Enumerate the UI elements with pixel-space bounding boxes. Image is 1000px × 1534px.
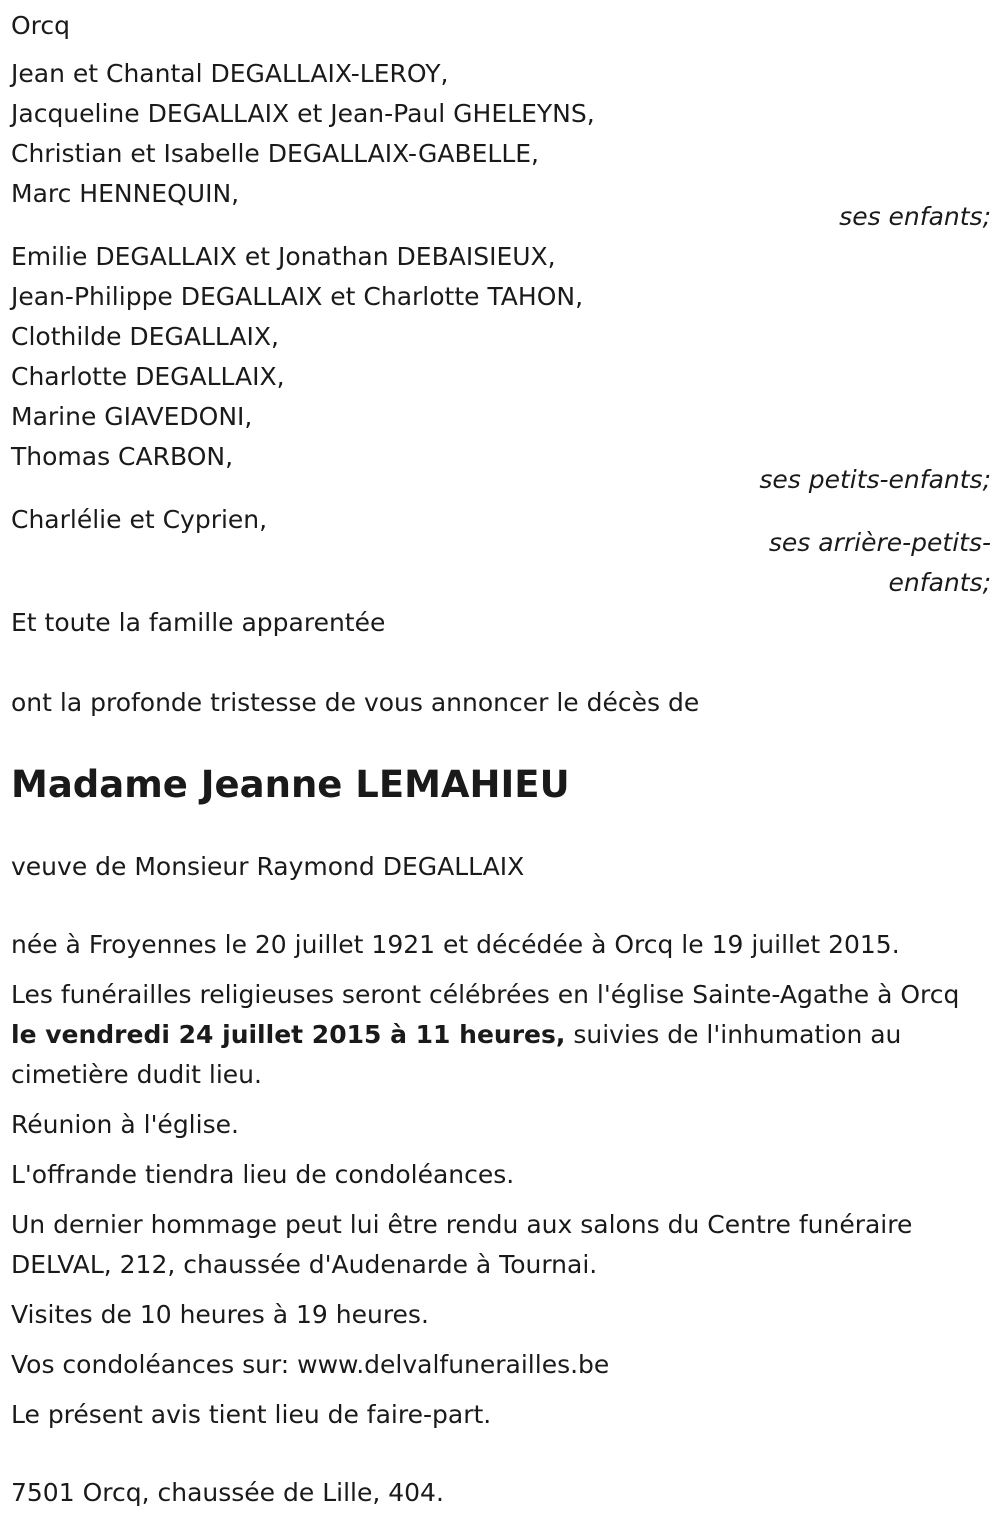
funeral-paragraph bbox=[11, 975, 991, 1095]
announcement: ont la profonde tristesse de vous annoncer le décès de bbox=[11, 688, 700, 717]
great-grandchild-name: Charlélie et Cyprien, bbox=[11, 505, 268, 534]
funeral-text-2: suivies de l'inhumation au cimetière dudit lieu. bbox=[11, 1020, 902, 1089]
tribute-info: Un dernier hommage peut lui être rendu aux salons du Centre funéraire DELVAL, 212, chaussée d'Audenarde à Tournai. bbox=[11, 1210, 913, 1279]
family-line: Et toute la famille apparentée bbox=[11, 608, 386, 637]
child-name: Jacqueline DEGALLAIX et Jean-Paul GHELEYNS, bbox=[11, 99, 595, 128]
deceased-name: Madame Jeanne LEMAHIEU bbox=[11, 763, 570, 806]
grandchild-name: Jean-Philippe DEGALLAIX et Charlotte TAHON, bbox=[11, 282, 584, 311]
widow-of: veuve de Monsieur Raymond DEGALLAIX bbox=[11, 852, 525, 881]
grandchild-name: Thomas CARBON, bbox=[11, 442, 234, 471]
notice-info: Le présent avis tient lieu de faire-part. bbox=[11, 1400, 492, 1429]
grandchild-name: Marine GIAVEDONI, bbox=[11, 402, 253, 431]
funeral-text-1: Les funérailles religieuses seront célébrées en l'église Sainte-Agathe à Orcq bbox=[11, 980, 960, 1009]
grandchild-name: Clothilde DEGALLAIX, bbox=[11, 322, 279, 351]
child-name: Marc HENNEQUIN, bbox=[11, 179, 240, 208]
locality: Orcq bbox=[11, 11, 71, 40]
birth-death: née à Froyennes le 20 juillet 1921 et décédée à Orcq le 19 juillet 2015. bbox=[11, 930, 900, 959]
grandchild-name: Emilie DEGALLAIX et Jonathan DEBAISIEUX, bbox=[11, 242, 556, 271]
obituary-notice bbox=[11, 6, 991, 1513]
children-role: ses enfants; bbox=[839, 202, 991, 231]
condolences-info: Vos condoléances sur: www.delvalfunerailles.be bbox=[11, 1350, 610, 1379]
address: 7501 Orcq, chaussée de Lille, 404. bbox=[11, 1478, 444, 1507]
grandchildren-role: ses petits-enfants; bbox=[759, 465, 991, 494]
funeral-date: le vendredi 24 juillet 2015 à 11 heures, bbox=[11, 1020, 566, 1049]
child-name: Christian et Isabelle DEGALLAIX-GABELLE, bbox=[11, 139, 539, 168]
children-list bbox=[11, 54, 991, 214]
offering-info: L'offrande tiendra lieu de condoléances. bbox=[11, 1160, 515, 1189]
grandchildren-list bbox=[11, 237, 991, 477]
child-name: Jean et Chantal DEGALLAIX-LEROY, bbox=[11, 59, 449, 88]
great-grandchildren-role-line1: ses arrière-petits- bbox=[768, 528, 991, 557]
meeting-info: Réunion à l'église. bbox=[11, 1110, 239, 1139]
visits-info: Visites de 10 heures à 19 heures. bbox=[11, 1300, 429, 1329]
grandchild-name: Charlotte DEGALLAIX, bbox=[11, 362, 285, 391]
great-grandchildren-role-line2: enfants; bbox=[888, 568, 991, 597]
